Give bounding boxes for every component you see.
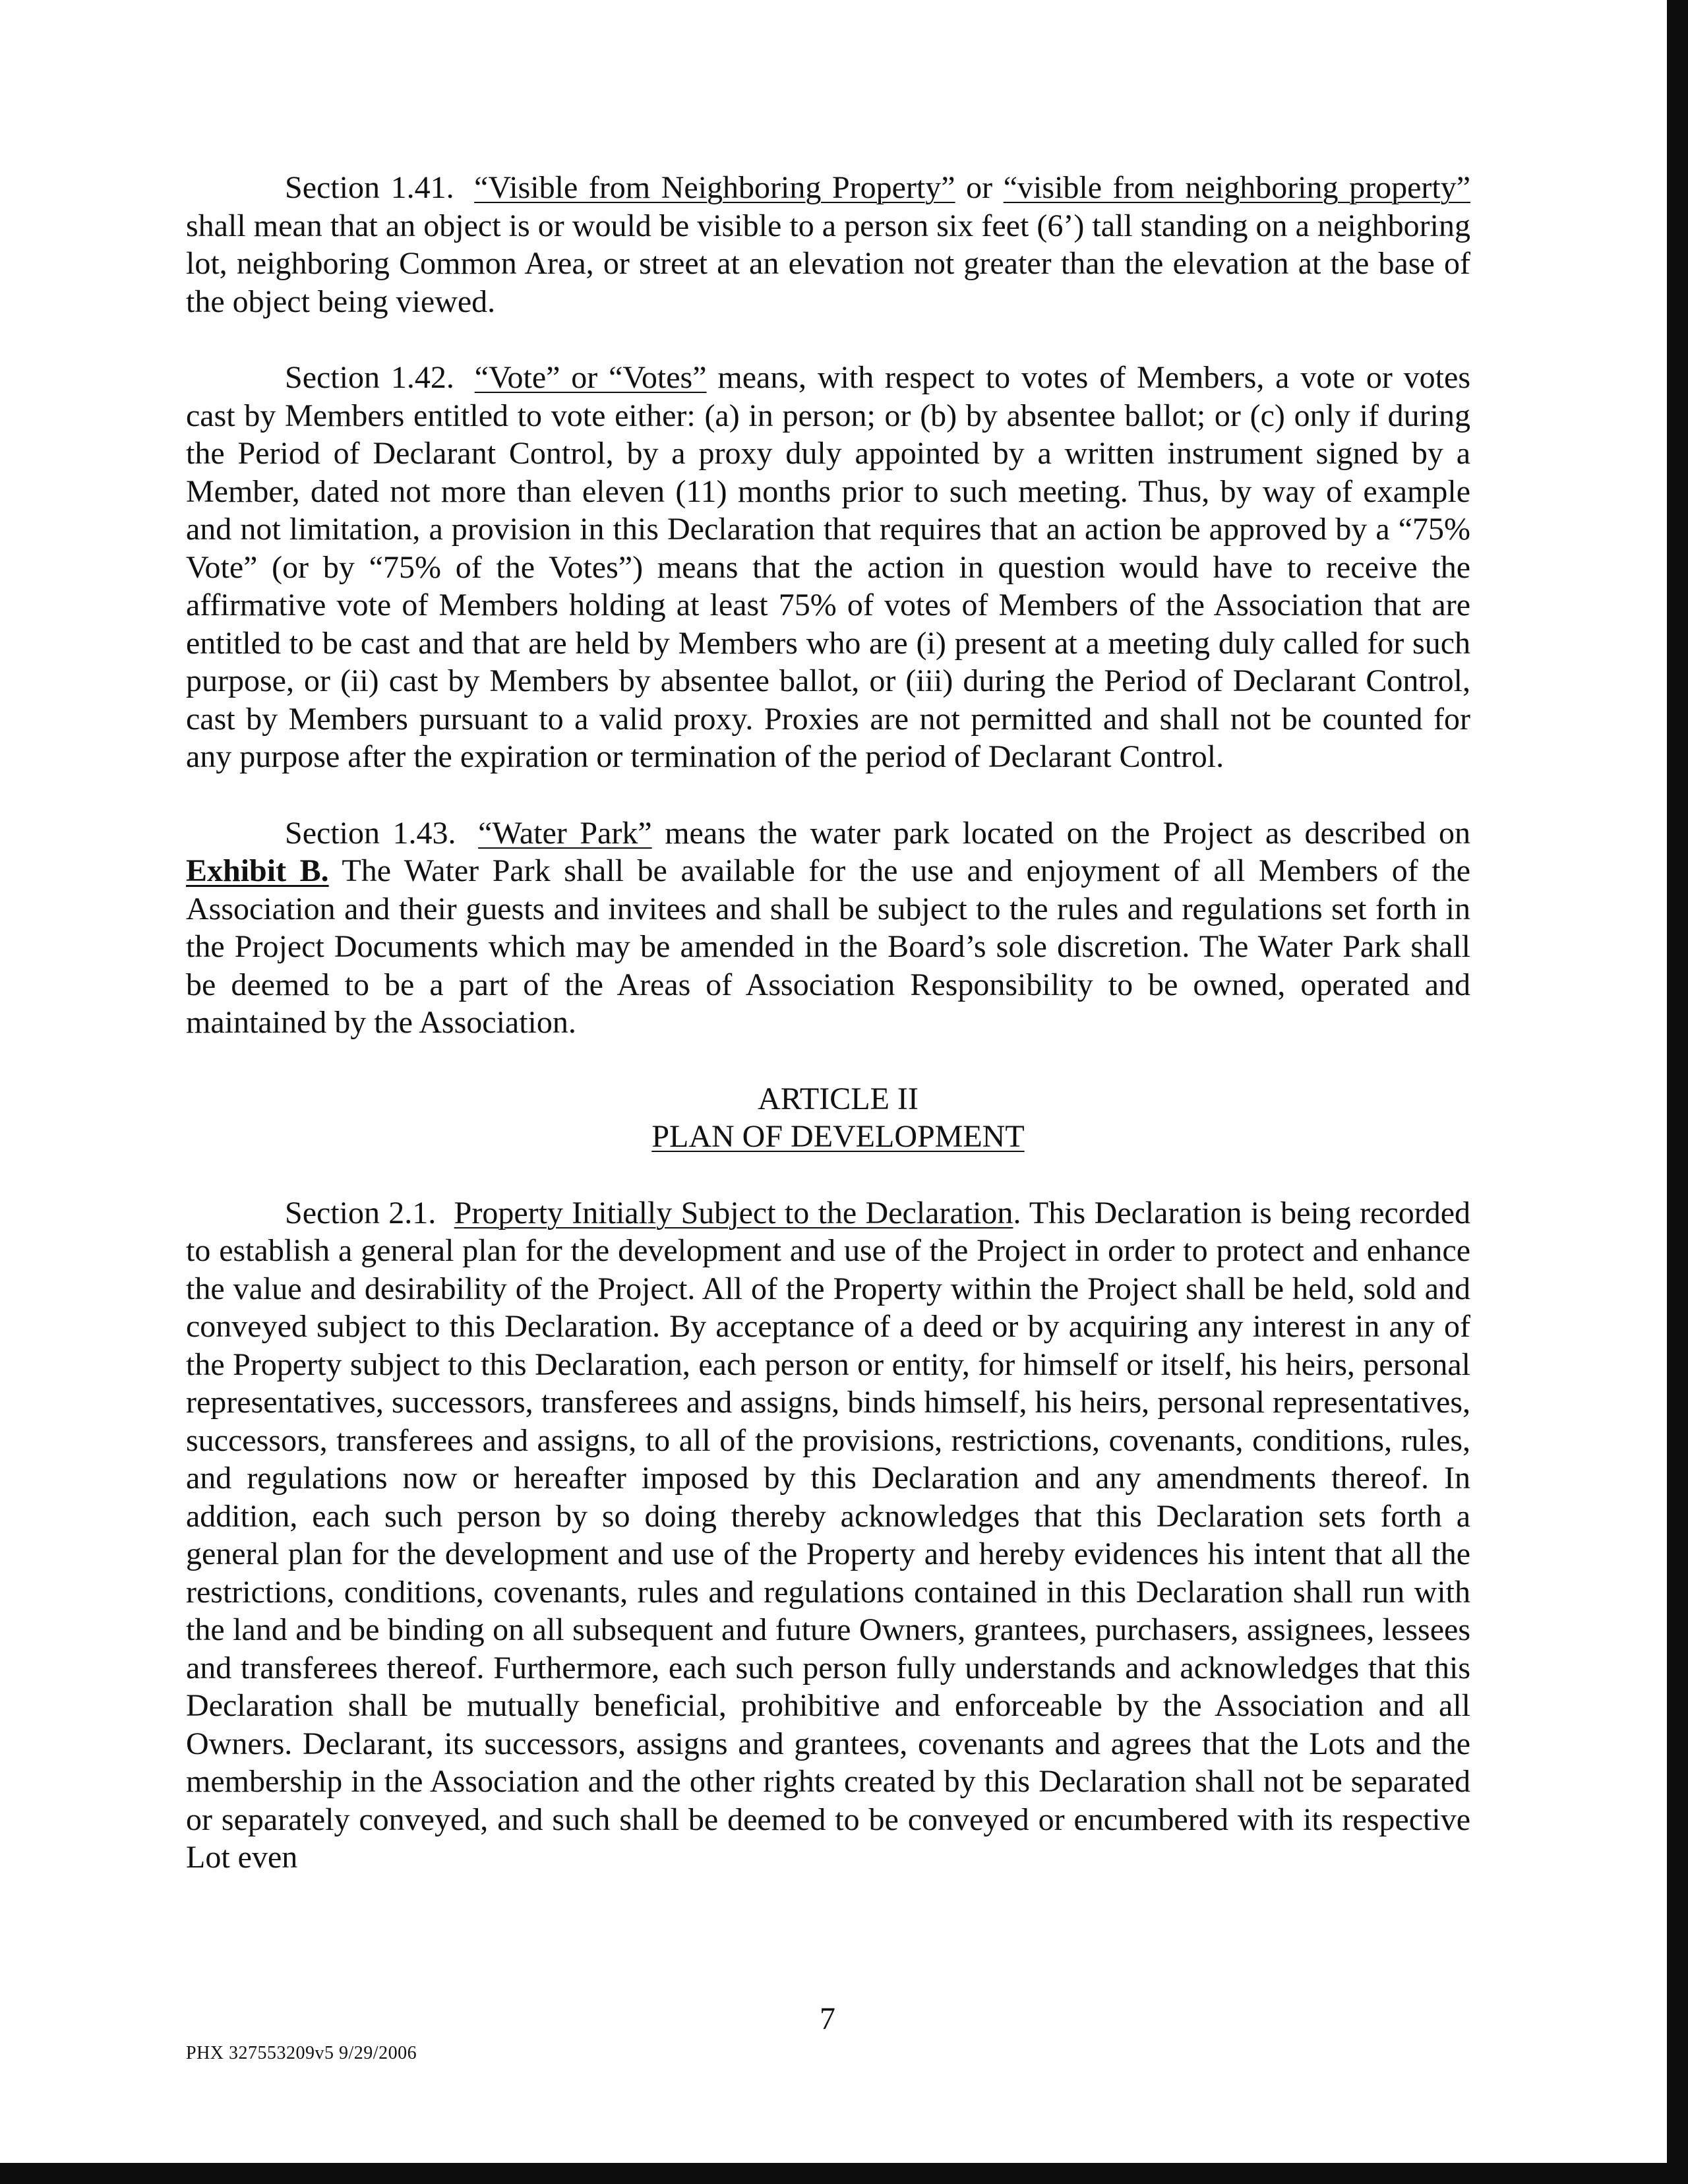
document-id: PHX 327553209v5 9/29/2006: [186, 2043, 417, 2063]
section-2-1: [186, 1194, 1470, 1877]
section-text: shall mean that an object is or would be visible to a person six feet (6’) tall standing on a neighboring lot, neighboring Common Area, or street at an elevation not greater than the elevation at the base of the object being viewed.: [186, 208, 1470, 319]
section-number: Section 1.42.: [285, 360, 454, 395]
article-number: ARTICLE II: [758, 1081, 919, 1116]
page-content: [186, 169, 1470, 1877]
defined-term: “visible from neighboring property”: [1003, 170, 1471, 205]
page-number: 7: [820, 2001, 835, 2036]
scan-border-bottom: [0, 2163, 1688, 2184]
defined-term: Property Initially Subject to the Declaration: [454, 1195, 1013, 1230]
section-text: means the water park located on the Project as described on: [651, 815, 1471, 851]
section-text: means, with respect to votes of Members, a vote or votes cast by Members entitled to vote either: (a) in person; or (b) by absentee ballot; or (c) only if during the Period of Declarant Control, by a proxy duly appointed by a written instrument signed by a Member, dated not more than eleven (11) months prior to such meeting. Thus, by way of example and not limitation, a provision in this Declaration that requires that an action be approved by a “75% Vote” (or by “75% of the Votes”) means that the action in question would have to receive the affirmative vote of Members holding at least 75% of votes of Members of the Association that are entitled to be cast and that are held by Members who are (i) present at a meeting duly called for such purpose, or (ii) cast by Members by absentee ballot, or (iii) during the Period of Declarant Control, cast by Members pursuant to a valid proxy. Proxies are not permitted and shall not be counted for any purpose after the expiration or termination of the period of Declarant Control.: [186, 360, 1470, 774]
article-title-wrap: [186, 1118, 1470, 1156]
exhibit-reference: Exhibit B.: [186, 853, 329, 888]
article-title: PLAN OF DEVELOPMENT: [651, 1119, 1025, 1154]
section-1-42: [186, 359, 1470, 776]
section-number: Section 2.1.: [285, 1195, 437, 1230]
section-number: Section 1.43.: [285, 815, 456, 851]
section-text: The Water Park shall be available for the use and enjoyment of all Members of the Association and their guests and invitees and shall be subject to the rules and regulations set forth in the Project Documents which may be amended in the Board’s sole discretion. The Water Park shall be deemed to be a part of the Areas of Association Responsibility to be owned, operated and maintained by the Association.: [186, 853, 1471, 1040]
section-text: or: [955, 170, 1004, 205]
section-text: . This Declaration is being recorded to establish a general plan for the development and use of the Project in order to protect and enhance the value and desirability of the Project. All of the Property within the Project shall be held, sold and conveyed subject to this Declaration. By acceptance of a deed or by acquiring any interest in any of the Property subject to this Declaration, each person or entity, for himself or itself, his heirs, personal representatives, successors, transferees and assigns, binds himself, his heirs, personal representatives, successors, transferees and assigns, to all of the provisions, restrictions, covenants, conditions, rules, and regulations now or hereafter imposed by this Declaration and any amendments thereof. In addition, each such person by so doing thereby acknowledges that this Declaration sets forth a general plan for the development and use of the Property and hereby evidences his intent that all the restrictions, conditions, covenants, rules and regulations contained in this Declaration shall run with the land and be binding on all subsequent and future Owners, grantees, purchasers, assignees, lessees and transferees thereof. Furthermore, each such person fully understands and acknowledges that this Declaration shall be mutually beneficial, prohibitive and enforceable by the Association and all Owners. Declarant, its successors, assigns and grantees, covenants and agrees that the Lots and the membership in the Association and the other rights created by this Declaration shall not be separated or separately conveyed, and such shall be deemed to be conveyed or encumbered with its respective Lot even: [186, 1195, 1470, 1875]
section-1-43: [186, 814, 1470, 1042]
defined-term: “Water Park”: [478, 815, 652, 851]
section-number: Section 1.41.: [285, 170, 454, 205]
defined-term: “Vote” or “Votes”: [474, 360, 707, 395]
section-1-41: [186, 169, 1470, 320]
scan-border-right: [1667, 0, 1688, 2184]
defined-term: “Visible from Neighboring Property”: [474, 170, 955, 205]
